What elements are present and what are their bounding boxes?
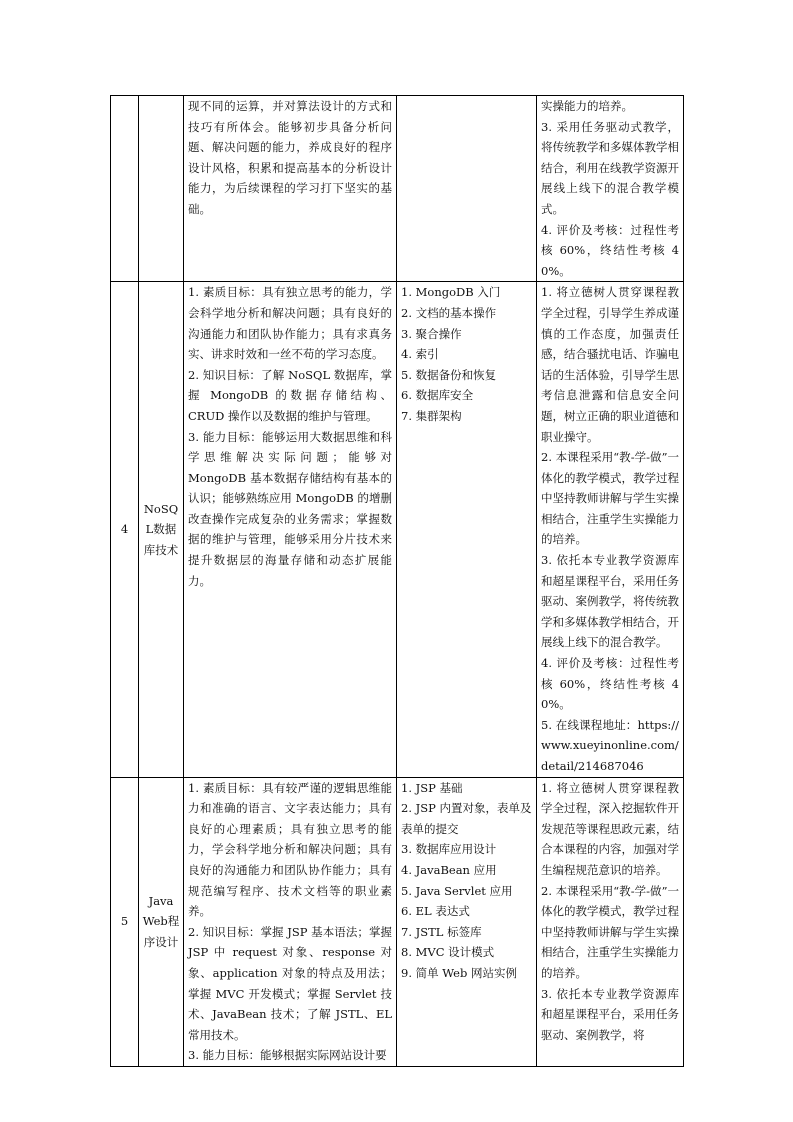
content-item: 3. 聚合操作 (401, 326, 462, 341)
method-paragraph: 4. 评价及考核：过程性考核 60%，终结性考核 40%。 (541, 656, 679, 712)
curriculum-table (110, 95, 684, 1067)
method-paragraph: 1. 将立德树人贯穿课程教学全过程，深入挖掘软件开发规范等课程思政元素，结合本课程的内容，加强对学生编程规范意识的培养。 (541, 780, 679, 877)
content-item: 1. MongoDB 入门 (401, 285, 501, 300)
content-item: 4. 索引 (401, 347, 439, 362)
content-item: 2. JSP 内置对象，表单及表单的提交 (401, 801, 532, 836)
goal-paragraph: 3. 能力目标：能够运用大数据思维和科学思维解决实际问题；能够对 MongoDB 基本数据存储结构有基本的认识；能够熟练应用 MongoDB 的增删改查操作完成复杂的业务需求；掌握数据的维护与管理，能够采用分片技术来提升数据层的海量存储和动态扩展能力。 (188, 429, 392, 588)
course-methods-cell (537, 282, 684, 777)
course-name-cell (139, 96, 184, 282)
method-paragraph: 5. 在线课程地址：https://www.xueyinonline.com/detail/214687046 (541, 717, 679, 773)
method-paragraph: 3. 采用任务驱动式教学，将传统教学和多媒体教学相结合，利用在线教学资源开展线上线下的混合教学模式。 (541, 119, 679, 216)
content-item: 5. 数据备份和恢复 (401, 367, 497, 382)
content-item: 9. 简单 Web 网站实例 (401, 965, 517, 980)
method-paragraph: 3. 依托本专业教学资源库和超星课程平台，采用任务驱动、案例教学，将传统教学和多媒体教学相结合，开展线上线下的混合教学。 (541, 553, 679, 650)
method-paragraph: 1. 将立德树人贯穿课程教学全过程，引导学生养成谨慎的工作态度，加强责任感，结合骚扰电话、诈骗电话的生活体验，引导学生思考信息泄露和信息安全问题，树立正确的职业道德和职业操守。 (541, 285, 679, 444)
goal-paragraph: 现不同的运算，并对算法设计的方式和技巧有所体会。能够初步具备分析问题、解决问题的能力，养成良好的程序设计风格，积累和提高基本的分析设计能力，为后续课程的学习打下坚实的基础。 (188, 99, 392, 216)
content-item: 1. JSP 基础 (401, 780, 463, 795)
goal-paragraph: 1. 素质目标：具有较严谨的逻辑思维能力和准确的语言、文字表达能力；具有良好的心理素质；具有独立思考的能力，学会科学地分析和解决问题；具有良好的沟通能力和团队协作能力；具有规范编写程序、技术文档等的职业素养。 (188, 780, 392, 919)
course-row-javaweb (111, 777, 684, 1066)
course-content-cell (397, 282, 537, 777)
content-item: 7. 集群架构 (401, 408, 462, 423)
goal-paragraph: 1. 素质目标：具有独立思考的能力，学会科学地分析和解决问题；具有良好的沟通能力和团队协作能力；具有求真务实、讲求时效和一丝不苟的学习态度。 (188, 285, 392, 362)
content-item: 4. JavaBean 应用 (401, 862, 497, 877)
method-paragraph: 2. 本课程采用“教-学-做”一体化的教学模式，教学过程中坚持教师讲解与学生实操相结合，注重学生实操能力的培养。 (541, 883, 679, 980)
course-number-cell: 4 (111, 282, 139, 777)
course-methods-cell (537, 96, 684, 282)
course-name-cell: Java Web程序设计 (139, 777, 184, 1066)
course-row-nosql (111, 282, 684, 777)
content-item: 3. 数据库应用设计 (401, 842, 497, 857)
content-item: 7. JSTL 标签库 (401, 924, 482, 939)
course-number-cell: 5 (111, 777, 139, 1066)
course-content-cell (397, 777, 537, 1066)
curriculum-table-body (111, 96, 684, 1067)
course-goals-cell (184, 777, 397, 1066)
course-goals-cell (184, 96, 397, 282)
course-number-cell (111, 96, 139, 282)
goal-paragraph: 2. 知识目标：了解 NoSQL 数据库，掌握 MongoDB 的数据存储结构、CRUD 操作以及数据的维护与管理。 (188, 367, 392, 423)
course-row-continued (111, 96, 684, 282)
method-paragraph: 3. 依托本专业教学资源库和超星课程平台，采用任务驱动、案例教学，将 (541, 986, 679, 1042)
course-goals-cell (184, 282, 397, 777)
content-item: 6. 数据库安全 (401, 388, 474, 403)
goal-paragraph: 3. 能力目标：能够根据实际网站设计要 (188, 1048, 387, 1063)
method-paragraph: 4. 评价及考核：过程性考核 60%，终结性考核 40%。 (541, 222, 679, 278)
goal-paragraph: 2. 知识目标：掌握 JSP 基本语法；掌握 JSP 中 request 对象、response 对象、application 对象的特点及用法；掌握 MVC 开发模式；掌握 Servlet 技术、JavaBean 技术；了解 JSTL、EL 常用技术。 (188, 924, 392, 1042)
content-item: 8. MVC 设计模式 (401, 945, 495, 960)
course-content-cell (397, 96, 537, 282)
content-item: 5. Java Servlet 应用 (401, 883, 513, 898)
method-paragraph: 实操能力的培养。 (541, 99, 633, 113)
course-methods-cell (537, 777, 684, 1066)
content-item: 2. 文档的基本操作 (401, 305, 497, 320)
content-item: 6. EL 表达式 (401, 904, 470, 919)
method-paragraph: 2. 本课程采用“教-学-做”一体化的教学模式，教学过程中坚持教师讲解与学生实操相结合，注重学生实操能力的培养。 (541, 450, 679, 547)
course-name-cell: NoSQL数据库技术 (139, 282, 184, 777)
